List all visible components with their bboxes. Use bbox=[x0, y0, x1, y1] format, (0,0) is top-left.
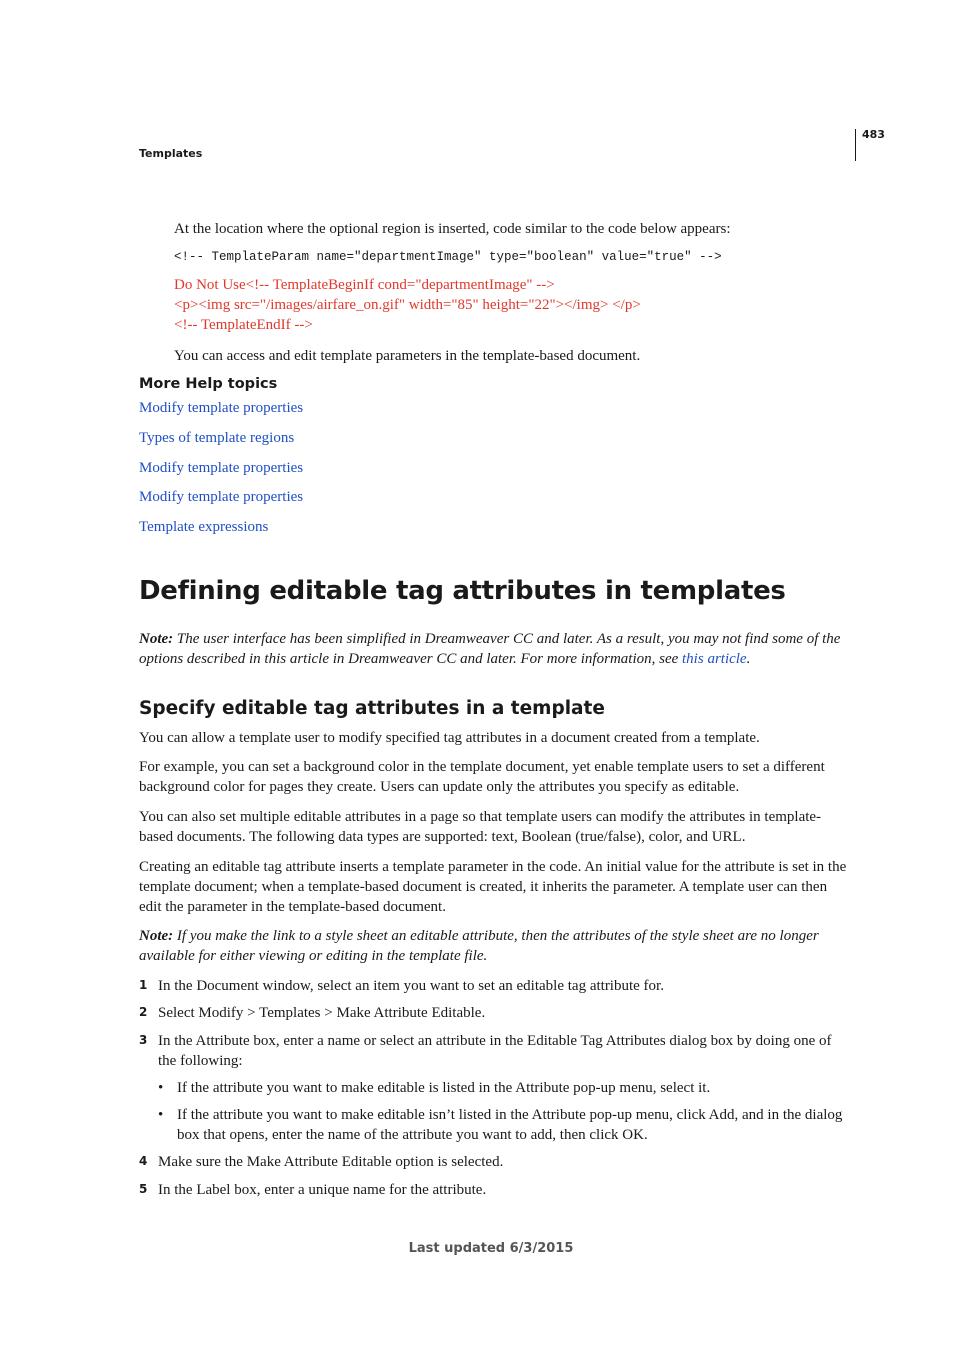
code-line-1: Do Not Use<!-- TemplateBeginIf cond="departmentImage" --> bbox=[174, 277, 555, 293]
section-title: Templates bbox=[139, 147, 203, 160]
note-ui-simplified bbox=[139, 629, 851, 669]
code-line-2: <p><img src="/images/airfare_on.gif" width="85" height="22"></img> </p> bbox=[174, 297, 641, 313]
note-label: Note: bbox=[139, 928, 174, 944]
paragraph-3: You can also set multiple editable attributes in a page so that template users can modify the attributes in template-based documents. The following data types are supported: text, Boolean (true/false), color, and URL. bbox=[139, 809, 822, 845]
paragraph-4: Creating an editable tag attribute inserts a template parameter in the code. An initial value for the attribute is set in the template document; when a template-based document is created, it inherits the parameter. A template user can then edit the parameter in the template-based document. bbox=[139, 859, 847, 915]
sub-heading: Specify editable tag attributes in a template bbox=[139, 698, 605, 719]
intro-paragraph: At the location where the optional region is inserted, code similar to the code below appears: bbox=[174, 221, 731, 237]
this-article-link[interactable]: this article bbox=[682, 651, 747, 667]
help-link-modify-template-properties[interactable]: Modify template properties bbox=[139, 400, 304, 416]
code-sample: <!-- TemplateParam name="departmentImage" type="boolean" value="true" --> bbox=[174, 250, 722, 264]
note-end: . bbox=[746, 651, 751, 667]
paragraph-1: You can allow a template user to modify specified tag attributes in a document created from a template. bbox=[139, 730, 760, 746]
code-line-3: <!-- TemplateEndIf --> bbox=[174, 317, 313, 333]
header-divider bbox=[855, 129, 856, 161]
more-help-title: More Help topics bbox=[139, 376, 278, 392]
step-number-2: 2 bbox=[139, 1005, 148, 1019]
paragraph-2: For example, you can set a background color in the template document, yet enable template users to set a different background color for pages they create. Users can update only the attributes you specify as editable. bbox=[139, 759, 825, 795]
main-heading: Defining editable tag attributes in templates bbox=[139, 576, 786, 606]
bullet-text-2: If the attribute you want to make editable isn’t listed in the Attribute pop-up menu, click Add, and in the dialog box that opens, enter the name of the attribute you want to add, then click OK. bbox=[177, 1107, 843, 1143]
help-link-template-expressions[interactable]: Template expressions bbox=[139, 519, 269, 535]
help-link-modify-template-properties-3[interactable]: Modify template properties bbox=[139, 489, 304, 505]
access-paragraph: You can access and edit template parameters in the template-based document. bbox=[174, 348, 641, 364]
note-text: The user interface has been simplified in Dreamweaver CC and later. As a result, you may not find some of the options described in this article in Dreamweaver CC and later. For more information, see bbox=[139, 631, 841, 667]
step-text-2: Select Modify > Templates > Make Attribute Editable. bbox=[158, 1005, 486, 1021]
bullet-marker-2: • bbox=[158, 1107, 164, 1123]
note-style-sheet bbox=[139, 926, 851, 966]
last-updated: Last updated 6/3/2015 bbox=[408, 1241, 574, 1256]
note-text: If you make the link to a style sheet an editable attribute, then the attributes of the style sheet are no longer available for either viewing or editing in the template file. bbox=[139, 928, 819, 964]
bullet-marker-1: • bbox=[158, 1080, 164, 1096]
help-link-types-of-template-regions[interactable]: Types of template regions bbox=[139, 430, 295, 446]
step-text-3: In the Attribute box, enter a name or select an attribute in the Editable Tag Attributes dialog box by doing one of the following: bbox=[158, 1033, 832, 1069]
step-number-5: 5 bbox=[139, 1182, 148, 1196]
step-text-1: In the Document window, select an item you want to set an editable tag attribute for. bbox=[158, 978, 664, 994]
step-number-3: 3 bbox=[139, 1033, 148, 1047]
bullet-text-1: If the attribute you want to make editable is listed in the Attribute pop-up menu, select it. bbox=[177, 1080, 711, 1096]
help-link-modify-template-properties-2[interactable]: Modify template properties bbox=[139, 460, 304, 476]
step-number-1: 1 bbox=[139, 978, 148, 992]
page-number: 483 bbox=[862, 128, 885, 141]
step-text-5: In the Label box, enter a unique name for the attribute. bbox=[158, 1182, 487, 1198]
code-block-red bbox=[174, 275, 641, 335]
note-label: Note: bbox=[139, 631, 174, 647]
step-number-4: 4 bbox=[139, 1154, 148, 1168]
step-text-4: Make sure the Make Attribute Editable option is selected. bbox=[158, 1154, 504, 1170]
